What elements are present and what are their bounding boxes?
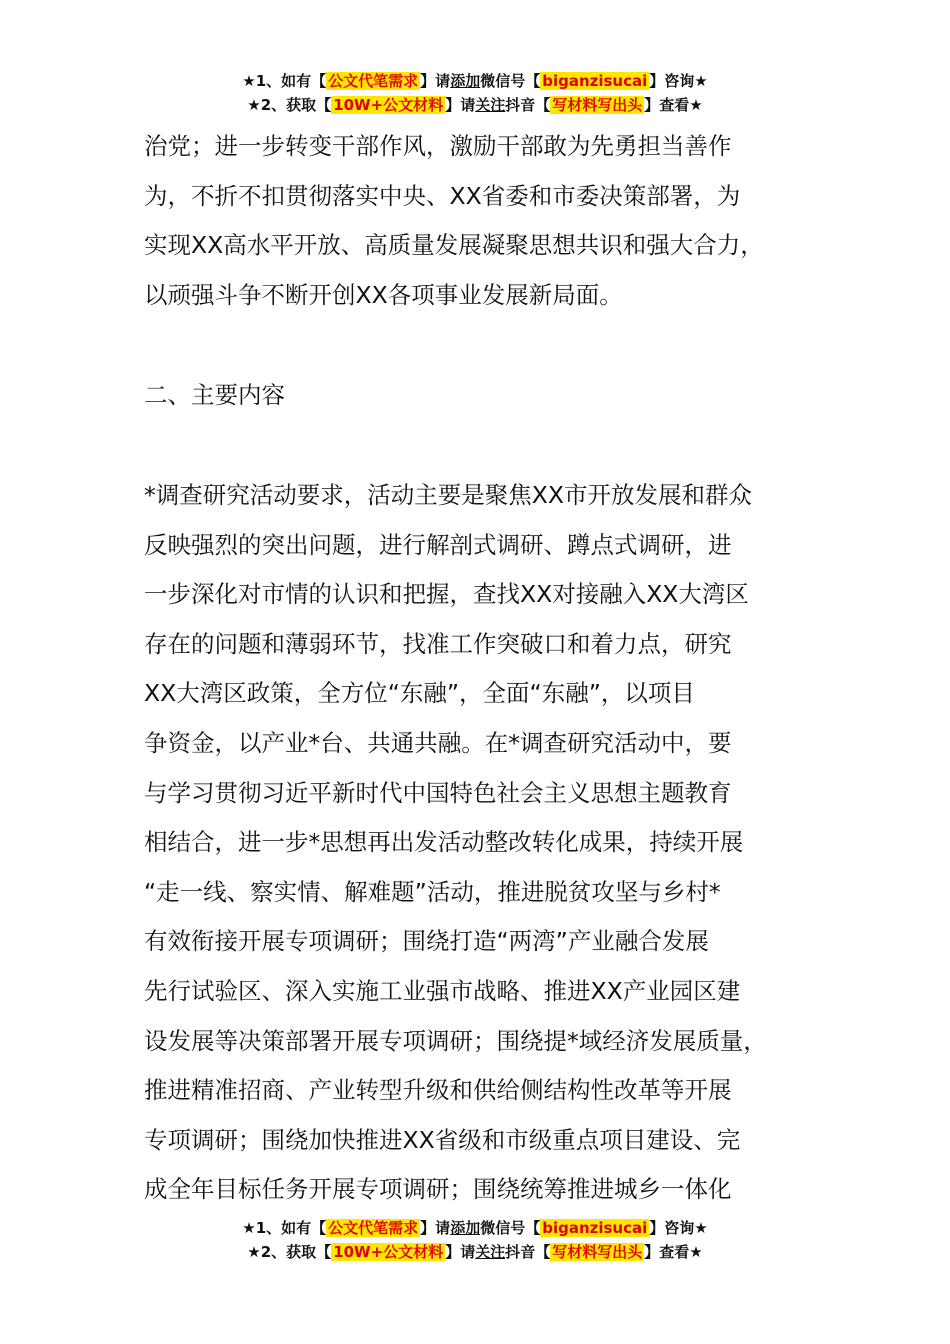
text-line: 以顽强斗争不断开创XX各项事业发展新局面。 <box>144 280 623 309</box>
banner-line-1: ★1、如有【 公文代笔需求 】请添加微信号【 biganzisucai 】咨询★ <box>242 72 708 90</box>
section-heading <box>144 371 834 421</box>
banner-line-2: ★2、获取【 10W+公文材料 】请关注抖音【 写材料写出头 】查看★ <box>247 96 703 114</box>
text-line: 一步深化对市情的认识和把握，查找XX对接融入XX大湾区 <box>144 580 749 609</box>
text-line: 为，不折不扣贯彻落实中央、XX省委和市委决策部署，为 <box>144 181 741 210</box>
header-banner <box>0 69 950 117</box>
highlight-materials: 10W+公文材料 <box>333 1243 444 1261</box>
text-line: 治党；进一步转变干部作风，激励干部敢为先勇担当善作 <box>144 132 732 160</box>
banner-line-1: ★1、如有【 公文代笔需求 】请添加微信号【 biganzisucai 】咨询★ <box>242 1219 708 1237</box>
text-line: 推进精准招商、产业转型升级和供给侧结构性改革等开展 <box>144 1076 732 1105</box>
paragraph-intro <box>144 122 834 320</box>
highlight-materials: 10W+公文材料 <box>333 96 444 114</box>
text-line: XX大湾区政策，全方位“东融”，全面“东融”，以项目 <box>144 679 695 708</box>
text-line: 与学习贯彻习近平新时代中国特色社会主义思想主题教育 <box>144 778 732 807</box>
text-line: *调查研究活动要求，活动主要是聚焦XX市开放发展和群众 <box>144 481 752 509</box>
text-line: 争资金，以产业*台、共通共融。在*调查研究活动中，要 <box>144 728 732 757</box>
text-line: 专项调研；围绕加快推进XX省级和市级重点项目建设、完 <box>144 1125 741 1154</box>
text-line: 存在的问题和薄弱环节，找准工作突破口和着力点，研究 <box>144 629 732 658</box>
text-line: 成全年目标任务开展专项调研；围绕统筹推进城乡一体化 <box>144 1175 732 1204</box>
text-line: 实现XX高水平开放、高质量发展凝聚思想共识和强大合力， <box>144 231 764 260</box>
text-line: 有效衔接开展专项调研；围绕打造“两湾”产业融合发展 <box>144 927 709 956</box>
highlight-service: 公文代笔需求 <box>328 72 419 90</box>
highlight-douyin-id: 写材料写出头 <box>552 1243 643 1261</box>
highlight-wechat-id: biganzisucai <box>542 1219 648 1237</box>
highlight-wechat-id: biganzisucai <box>542 72 648 90</box>
text-line: 相结合，进一步*思想再出发活动整改转化成果，持续开展 <box>144 828 744 857</box>
text-line: 先行试验区、深入实施工业强市战略、推进XX产业园区建 <box>144 976 741 1005</box>
paragraph-main-content <box>144 471 834 1215</box>
heading-text: 二、主要内容 <box>144 381 285 409</box>
highlight-douyin-id: 写材料写出头 <box>552 96 643 114</box>
text-line: 反映强烈的突出问题，进行解剖式调研、蹲点式调研，进 <box>144 530 732 559</box>
footer-banner <box>0 1216 950 1264</box>
text-line: “走一线、察实情、解难题”活动，推进脱贫攻坚与乡村* <box>144 877 721 906</box>
banner-line-2: ★2、获取【 10W+公文材料 】请关注抖音【 写材料写出头 】查看★ <box>247 1243 703 1261</box>
highlight-service: 公文代笔需求 <box>328 1219 419 1237</box>
text-line: 设发展等决策部署开展专项调研；围绕提*域经济发展质量， <box>144 1026 767 1055</box>
